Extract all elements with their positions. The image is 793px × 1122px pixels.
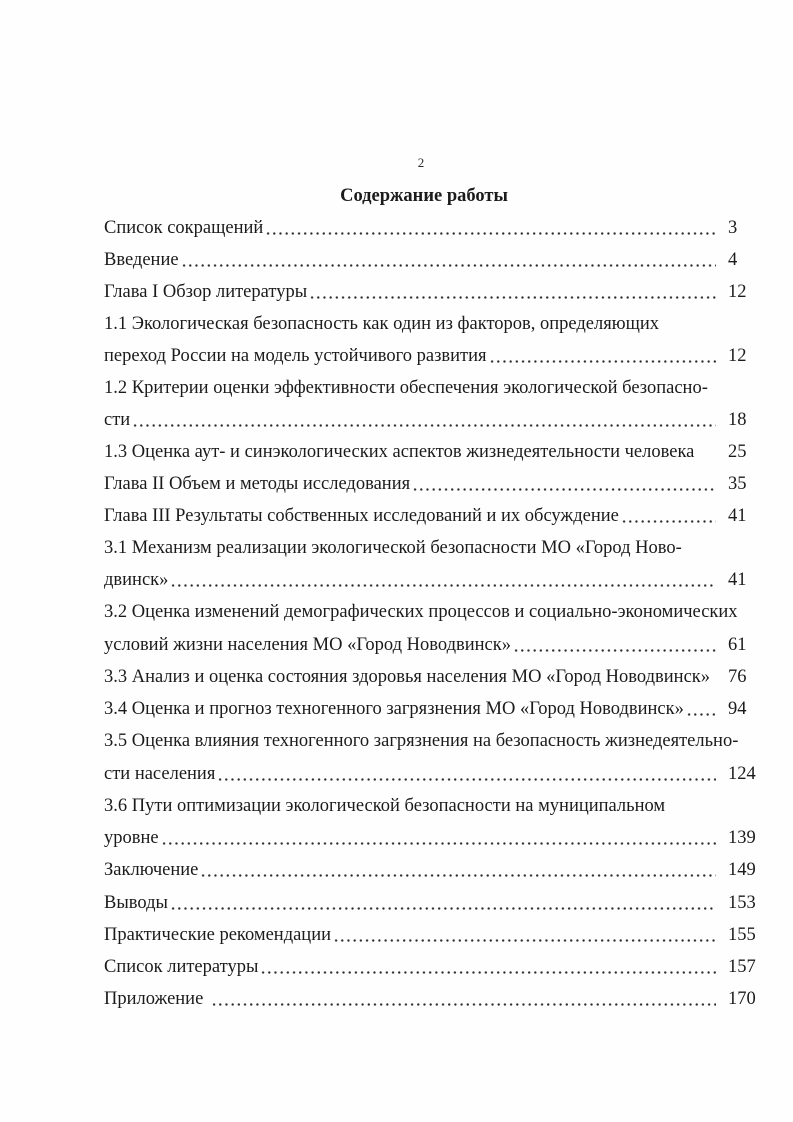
toc-page-number: 25 bbox=[728, 442, 747, 462]
toc-line bbox=[104, 859, 758, 881]
toc-page-number: 41 bbox=[728, 506, 747, 526]
toc-title: Содержание работы bbox=[340, 186, 508, 206]
toc-entry-title: 1.3 Оценка аут- и синэкологических аспектов жизнедеятельности человека bbox=[104, 442, 695, 462]
toc-entry-title: Заключение bbox=[104, 860, 199, 880]
toc-page-number: 76 bbox=[728, 667, 747, 687]
toc-page-number: 155 bbox=[728, 925, 756, 945]
toc-page-number: 3 bbox=[728, 218, 738, 238]
toc-entry-title: 3.4 Оценка и прогноз техногенного загрязнения МО «Город Новодвинск» bbox=[104, 699, 684, 719]
toc-line bbox=[104, 505, 758, 527]
toc-line bbox=[104, 730, 758, 752]
toc-page-number: 170 bbox=[728, 989, 756, 1009]
toc-line bbox=[104, 924, 758, 946]
dot-leader bbox=[333, 924, 716, 946]
dot-leader bbox=[170, 892, 716, 914]
toc-line bbox=[104, 473, 758, 495]
toc-page-number: 157 bbox=[728, 957, 756, 977]
toc-line bbox=[104, 441, 758, 463]
leader-spacer bbox=[712, 666, 716, 688]
toc-entry-title-continued: сти bbox=[104, 410, 131, 430]
toc-line bbox=[104, 698, 758, 720]
toc-line bbox=[104, 892, 758, 914]
toc-line bbox=[104, 988, 758, 1010]
toc-entry-title: 1.1 Экологическая безопасность как один из факторов, определяющих bbox=[104, 314, 659, 334]
toc-line bbox=[104, 795, 758, 817]
dot-leader bbox=[200, 859, 716, 881]
dot-leader bbox=[170, 569, 716, 591]
dot-leader bbox=[161, 827, 716, 849]
toc-page-number: 4 bbox=[728, 250, 738, 270]
toc-entry-title-continued: переход России на модель устойчивого развития bbox=[104, 346, 487, 366]
toc-page-number: 149 bbox=[728, 860, 756, 880]
toc-line bbox=[104, 666, 758, 688]
toc-line bbox=[104, 217, 758, 239]
toc-page-number: 124 bbox=[728, 764, 756, 784]
toc-line bbox=[104, 763, 758, 785]
toc-line bbox=[104, 409, 758, 431]
toc-page-number: 153 bbox=[728, 893, 756, 913]
toc-line bbox=[104, 345, 758, 367]
dot-leader bbox=[211, 988, 716, 1010]
toc-page-number: 12 bbox=[728, 282, 747, 302]
toc-line bbox=[104, 281, 758, 303]
dot-leader bbox=[513, 634, 716, 656]
dot-leader bbox=[181, 249, 716, 271]
dot-leader bbox=[686, 698, 716, 720]
toc-entry-title: Список литературы bbox=[104, 957, 259, 977]
dot-leader bbox=[309, 281, 716, 303]
toc-entry-title: Список сокращений bbox=[104, 218, 264, 238]
toc-line bbox=[104, 601, 758, 623]
toc-entry-title: 3.1 Механизм реализации экологической безопасности МО «Город Ново- bbox=[104, 538, 682, 558]
toc-line bbox=[104, 377, 758, 399]
toc-page-number: 12 bbox=[728, 346, 747, 366]
toc-page-number: 94 bbox=[728, 699, 747, 719]
dot-leader bbox=[260, 956, 716, 978]
toc-entry-title-continued: сти населения bbox=[104, 764, 216, 784]
toc-line bbox=[104, 537, 758, 559]
toc-line bbox=[104, 313, 758, 335]
dot-leader bbox=[489, 345, 716, 367]
dot-leader bbox=[217, 763, 716, 785]
toc-entry-title-continued: двинск» bbox=[104, 570, 169, 590]
toc-entry-title: Выводы bbox=[104, 893, 168, 913]
toc-entry-title: Введение bbox=[104, 250, 179, 270]
toc-line bbox=[104, 569, 758, 591]
toc-page-number: 41 bbox=[728, 570, 747, 590]
toc-entry-title: 3.5 Оценка влияния техногенного загрязнения на безопасность жизнедеятельно- bbox=[104, 731, 739, 751]
toc-page-number: 18 bbox=[728, 410, 747, 430]
toc-page-number: 139 bbox=[728, 828, 756, 848]
toc-entry-title-continued: уровне bbox=[104, 828, 159, 848]
toc-line bbox=[104, 827, 758, 849]
toc-entry-title: Приложение bbox=[104, 989, 204, 1009]
dot-leader bbox=[412, 473, 716, 495]
toc-entry-title: Глава I Обзор литературы bbox=[104, 282, 308, 302]
dot-leader bbox=[265, 217, 716, 239]
toc-entry-title: 1.2 Критерии оценки эффективности обеспечения экологической безопасно- bbox=[104, 378, 708, 398]
toc-page-number: 61 bbox=[728, 635, 747, 655]
toc-line bbox=[104, 249, 758, 271]
toc-line bbox=[104, 956, 758, 978]
toc-entry-title: Глава II Объем и методы исследования bbox=[104, 474, 411, 494]
page-number: 2 bbox=[417, 155, 425, 170]
toc-entry-title: 3.2 Оценка изменений демографических процессов и социально-экономических bbox=[104, 602, 738, 622]
toc-entry-title-continued: условий жизни населения МО «Город Новодвинск» bbox=[104, 635, 511, 655]
dot-leader bbox=[621, 505, 716, 527]
toc-entry-title: Глава III Результаты собственных исследований и их обсуждение bbox=[104, 506, 619, 526]
dot-leader bbox=[132, 409, 716, 431]
toc-entry-title: Практические рекомендации bbox=[104, 925, 332, 945]
toc-line bbox=[104, 634, 758, 656]
toc-entry-title: 3.6 Пути оптимизации экологической безопасности на муниципальном bbox=[104, 796, 666, 816]
toc-entry-title: 3.3 Анализ и оценка состояния здоровья населения МО «Город Новодвинск» bbox=[104, 667, 711, 687]
leader-spacer bbox=[696, 441, 716, 463]
toc-page-number: 35 bbox=[728, 474, 747, 494]
